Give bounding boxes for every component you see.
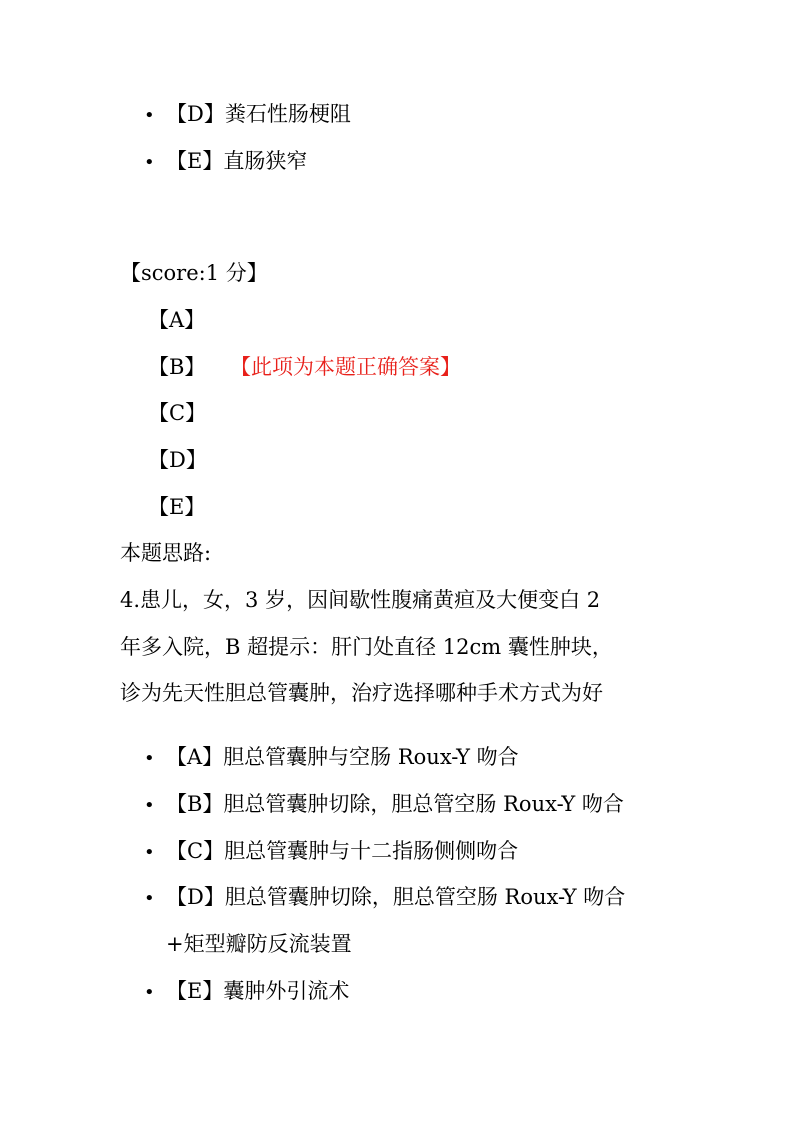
option-text: 囊肿外引流术: [223, 979, 350, 1003]
bullet-icon: •: [144, 982, 155, 1003]
option-text: 粪石性肠梗阻: [224, 102, 351, 126]
option-text: 胆总管囊肿与空肠 Roux-Y 吻合: [223, 745, 519, 769]
q4-option-d-continuation: +矩型瓣防反流装置: [166, 932, 352, 956]
option-label: 【E】: [166, 149, 224, 173]
q4-option-b: [144, 790, 624, 820]
correct-answer-note: 【此项为本题正确答案】: [230, 355, 461, 379]
bullet-icon: •: [144, 842, 155, 863]
prev-option-e: [144, 147, 307, 177]
answer-choice-e: 【E】: [148, 495, 206, 519]
option-label: 【E】: [166, 979, 224, 1003]
score-line: 【score:1 分】: [120, 261, 268, 285]
answer-choice-d: 【D】: [148, 448, 207, 472]
bullet-icon: •: [144, 748, 155, 769]
q4-option-a: [144, 743, 519, 773]
option-label: 【D】: [166, 885, 225, 909]
answer-choice-b: [148, 353, 461, 381]
option-text: 直肠狭窄: [223, 149, 308, 173]
question-stem-line-1: 4.患儿，女，3 岁，因间歇性腹痛黄疸及大便变白 2: [120, 588, 601, 612]
option-text: 胆总管囊肿与十二指肠侧侧吻合: [224, 839, 519, 863]
answer-choice-a: 【A】: [148, 308, 206, 332]
answer-choice-c: 【C】: [148, 401, 207, 425]
question-stem-line-3: 诊为先天性胆总管囊肿，治疗选择哪种手术方式为好: [120, 681, 603, 705]
option-label: 【A】: [166, 745, 224, 769]
bullet-icon: •: [144, 105, 155, 126]
option-text: 胆总管囊肿切除，胆总管空肠 Roux-Y 吻合: [224, 885, 626, 909]
option-label: 【C】: [166, 839, 225, 863]
answer-choice-label: 【B】: [148, 355, 206, 379]
question-stem-line-2: 年多入院，B 超提示：肝门处直径 12cm 囊性肿块，: [120, 635, 613, 659]
q4-option-d: [144, 883, 625, 913]
q4-option-c: [144, 837, 518, 867]
q4-option-e: [144, 977, 349, 1007]
prev-option-d: [144, 100, 351, 130]
option-text: 胆总管囊肿切除，胆总管空肠 Roux-Y 吻合: [223, 792, 624, 816]
option-label: 【B】: [166, 792, 224, 816]
option-label: 【D】: [166, 102, 225, 126]
bullet-icon: •: [144, 888, 155, 909]
bullet-icon: •: [144, 152, 155, 173]
explanation-label: 本题思路:: [120, 541, 212, 565]
bullet-icon: •: [144, 795, 155, 816]
